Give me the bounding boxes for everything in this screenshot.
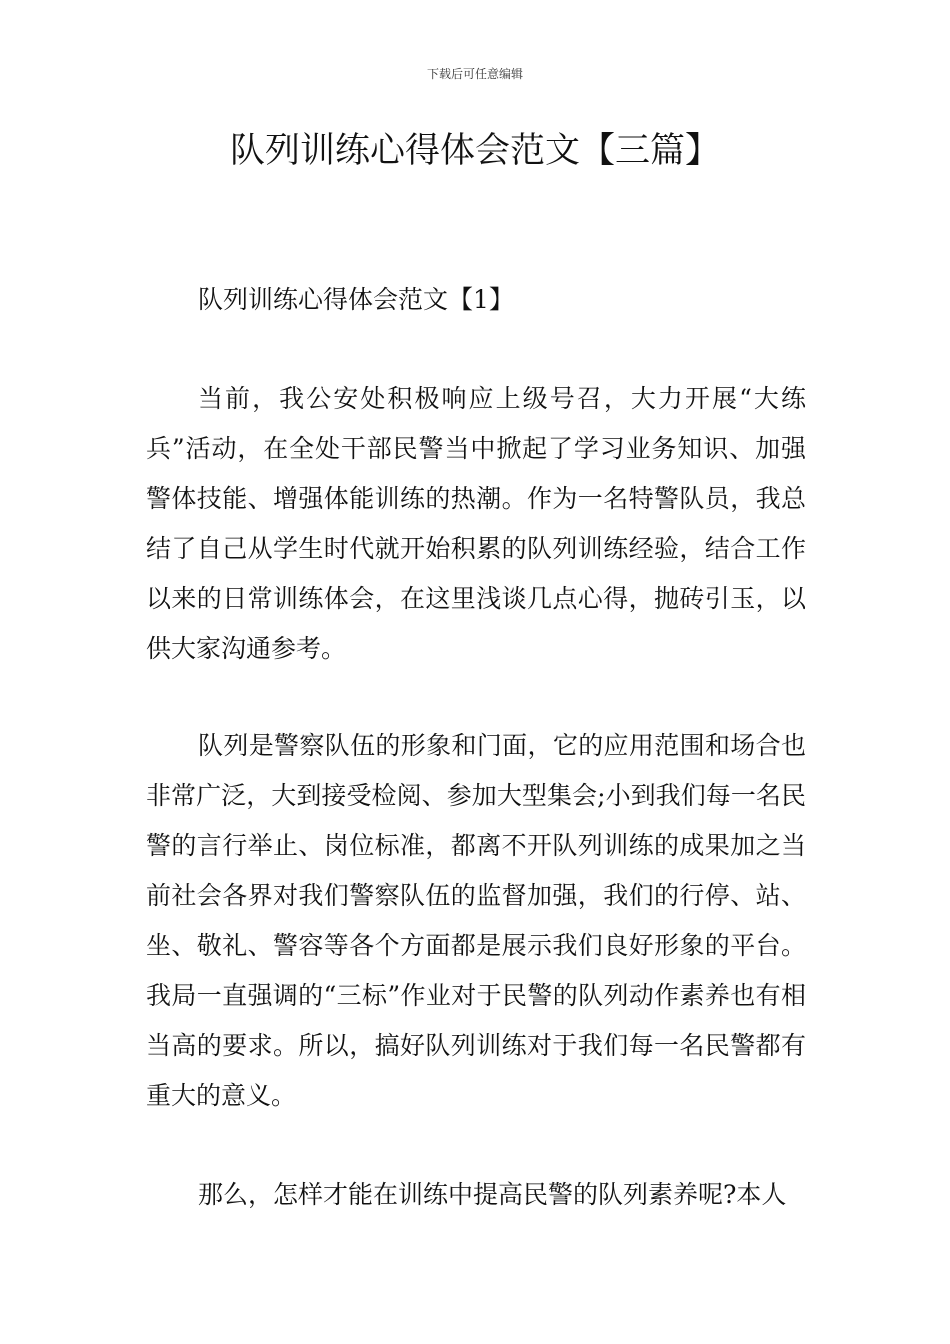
section-heading: 队列训练心得体会范文【1】 bbox=[198, 285, 514, 314]
header-note: 下载后可任意编辑 bbox=[426, 67, 523, 81]
paragraph-1: 当前，我公安处积极响应上级号召，大力开展“大练兵”活动，在全处干部民警当中掀起了学习业务知识、加强警体技能、增强体能训练的热潮。作为一名特警队员，我总结了自己从学生时代就开始积累的队列训练经验，结合工作以来的日常训练体会，在这里浅谈几点心得，抛砖引玉，以供大家沟通参考。 bbox=[146, 384, 806, 663]
paragraph-3: 那么，怎样才能在训练中提高民警的队列素养呢?本人 bbox=[198, 1180, 787, 1209]
document-title: 队列训练心得体会范文【三篇】 bbox=[229, 131, 720, 171]
paragraph-2: 队列是警察队伍的形象和门面，它的应用范围和场合也非常广泛，大到接受检阅、参加大型集会;小到我们每一名民警的言行举止、岗位标准，都离不开队列训练的成果加之当前社会各界对我们警察队伍的监督加强，我们的行停、站、坐、敬礼、警容等各个方面都是展示我们良好形象的平台。我局一直强调的“三标”作业对于民警的队列动作素养也有相当高的要求。所以，搞好队列训练对于我们每一名民警都有重大的意义。 bbox=[146, 731, 806, 1110]
